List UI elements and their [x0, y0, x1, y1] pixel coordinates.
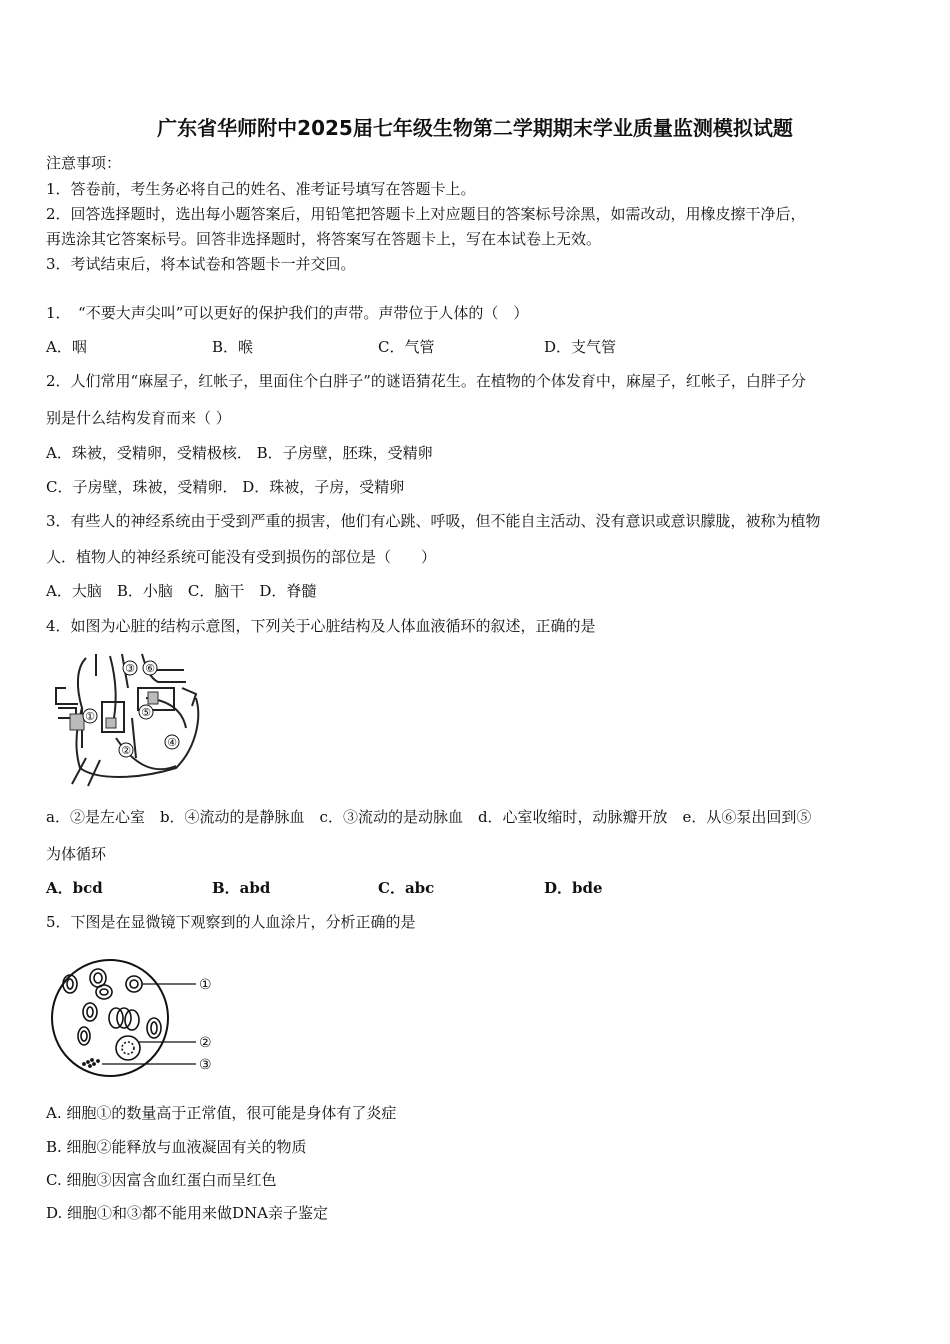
notice-heading: 注意事项：	[46, 154, 122, 172]
q4-stem: 4．如图为心脏的结构示意图，下列关于心脏结构及人体血液循环的叙述，正确的是	[46, 617, 596, 635]
smear-label-3: ③	[199, 1057, 212, 1073]
q1-options	[46, 336, 710, 357]
q2-options-cd[interactable]: C．子房壁，珠被，受精卵． D．珠被，子房，受精卵	[46, 478, 405, 496]
heart-label-4: ④	[167, 736, 177, 749]
notice-item-3: 3．考试结束后，将本试卷和答题卡一并交回。	[46, 255, 356, 273]
q1-option-c[interactable]: C．气管	[378, 338, 435, 356]
q5-option-c[interactable]: C. 细胞③因富含血红蛋白而呈红色	[46, 1171, 277, 1189]
q4-option-c[interactable]: C．abc	[378, 879, 435, 897]
heart-label-5: ⑤	[141, 706, 151, 719]
q1-stem: 1． “不要大声尖叫”可以更好的保护我们的声带。声带位于人体的（ ）	[46, 304, 529, 322]
smear-label-1: ①	[199, 977, 212, 993]
q5-stem: 5．下图是在显微镜下观察到的人血涂片，分析正确的是	[46, 913, 416, 931]
q3-stem-cont: 人．植物人的神经系统可能没有受到损伤的部位是（ ）	[46, 548, 437, 566]
q4-options	[46, 877, 710, 898]
smear-label-2: ②	[199, 1035, 212, 1051]
q4-option-b[interactable]: B．abd	[212, 879, 271, 897]
q4-statements-cont: 为体循环	[46, 845, 107, 863]
q2-options-ab[interactable]: A．珠被，受精卵，受精极核． B．子房壁，胚珠，受精卵	[46, 444, 433, 462]
q4-option-a[interactable]: A．bcd	[46, 879, 103, 897]
q2-stem: 2．人们常用“麻屋子，红帐子，里面住个白胖子”的谜语猜花生。在植物的个体发育中，麻屋子，红帐子，白胖子分	[46, 372, 806, 390]
heart-label-6: ⑥	[145, 662, 155, 675]
q3-options[interactable]: A．大脑 B．小脑 C．脑干 D．脊髓	[46, 582, 317, 600]
heart-label-1: ①	[85, 710, 95, 723]
q5-option-a[interactable]: A. 细胞①的数量高于正常值，很可能是身体有了炎症	[46, 1104, 397, 1122]
heart-diagram	[46, 648, 208, 788]
blood-smear-diagram	[48, 956, 224, 1080]
heart-label-2: ②	[121, 744, 131, 757]
q1-option-a[interactable]: A．咽	[46, 338, 87, 356]
notice-item-2-cont: 再选涂其它答案标号。回答非选择题时，将答案写在答题卡上，写在本试卷上无效。	[46, 230, 602, 248]
q5-option-d[interactable]: D. 细胞①和③都不能用来做DNA亲子鉴定	[46, 1204, 329, 1222]
heart-label-3: ③	[125, 662, 135, 675]
q5-option-b[interactable]: B. 细胞②能释放与血液凝固有关的物质	[46, 1138, 307, 1156]
q4-option-d[interactable]: D．bde	[544, 879, 603, 897]
q4-statements: a．②是左心室 b．④流动的是静脉血 c．③流动的是动脉血 d．心室收缩时，动脉瓣开放 e．从⑥泵出回到⑤	[46, 808, 812, 826]
page-title: 广东省华师附中2025届七年级生物第二学期期末学业质量监测模拟试题	[157, 116, 793, 140]
notice-item-2: 2．回答选择题时，选出每小题答案后，用铅笔把答题卡上对应题目的答案标号涂黑，如需改动，用橡皮擦干净后，	[46, 205, 806, 223]
q1-option-d[interactable]: D．支气管	[544, 338, 617, 356]
q2-stem-cont: 别是什么结构发育而来（ ）	[46, 409, 231, 427]
q3-stem: 3．有些人的神经系统由于受到严重的损害，他们有心跳、呼吸，但不能自主活动、没有意识或意识朦胧，被称为植物	[46, 512, 821, 530]
q1-option-b[interactable]: B．喉	[212, 338, 254, 356]
notice-item-1: 1．答卷前，考生务必将自己的姓名、准考证号填写在答题卡上。	[46, 180, 476, 198]
